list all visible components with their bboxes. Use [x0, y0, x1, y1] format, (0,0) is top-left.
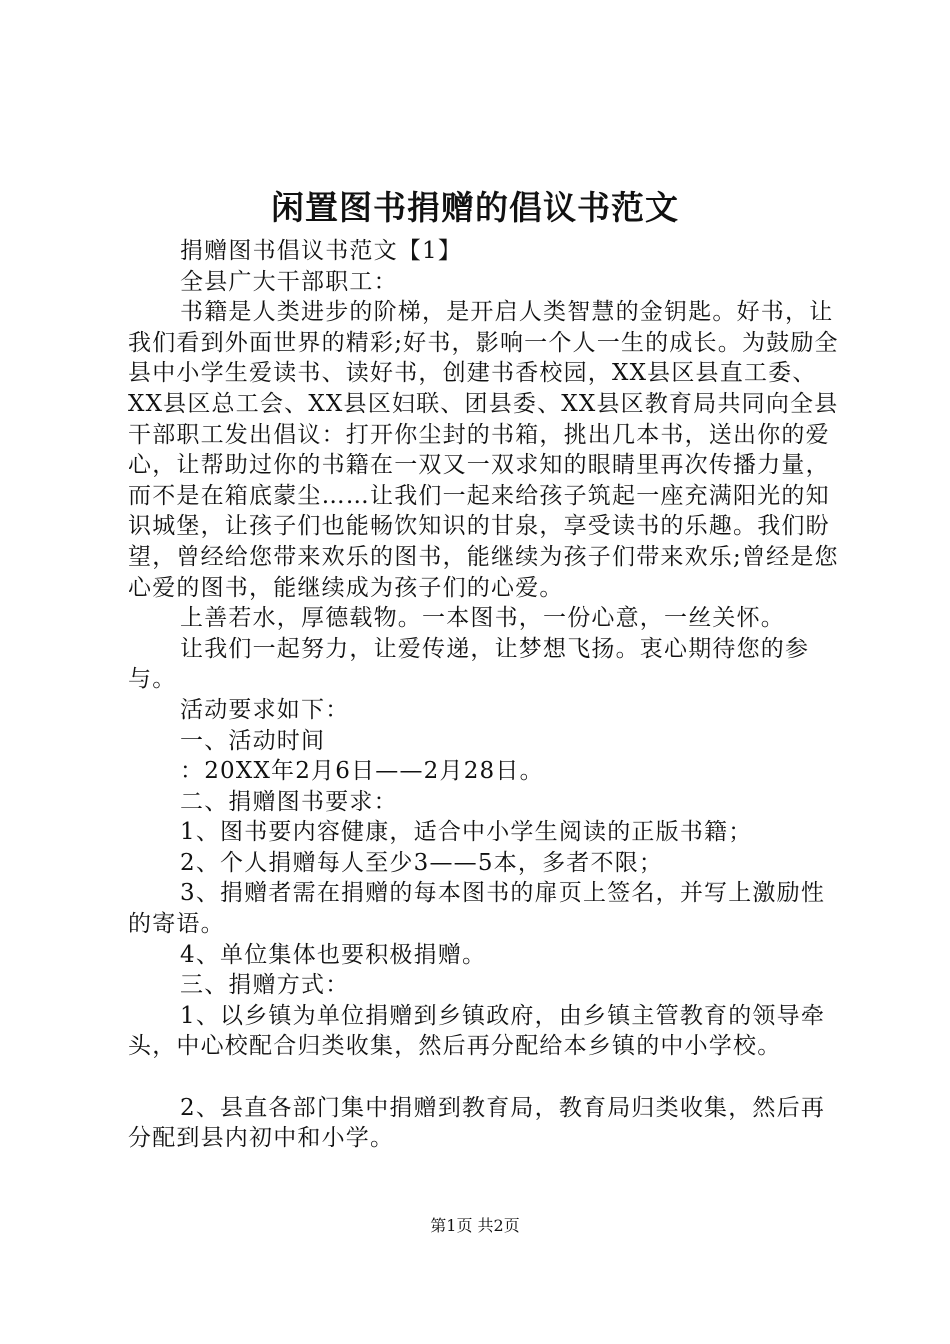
list-heading: 三、捐赠方式：	[180, 972, 350, 999]
list-item: 1、以乡镇为单位捐赠到乡镇政府，由乡镇主管教育的领导牵头，中心校配合归类收集，然后再分配给本乡镇的中小学校。	[128, 1002, 826, 1060]
salutation: 全县广大干部职工：	[180, 268, 398, 295]
document-title: 闲置图书捐赠的倡议书范文	[271, 188, 679, 227]
section-heading: 捐赠图书倡议书范文【1】	[180, 238, 463, 264]
list-item: 3、捐赠者需在捐赠的每本图书的扉页上签名，并写上激励性的寄语。	[128, 880, 826, 938]
list-item: ：20XX年2月6日——2月28日。	[180, 758, 544, 785]
list-item: 4、单位集体也要积极捐赠。	[180, 941, 487, 968]
list-item: 2、县直各部门集中捐赠到教育局，教育局归类收集，然后再分配到县内初中和小学。	[128, 1094, 826, 1152]
body-paragraph: 上善若水，厚德载物。一本图书，一份心意，一丝关怀。	[180, 605, 785, 632]
list-heading: 一、活动时间	[180, 727, 326, 754]
body-paragraph: 让我们一起努力，让爱传递，让梦想飞扬。衷心期待您的参与。	[128, 635, 810, 693]
body-paragraph: 书籍是人类进步的阶梯，是开启人类智慧的金钥匙。好书，让我们看到外面世界的精彩;好书，影响一个人一生的成长。为鼓励全县中小学生爱读书、读好书，创建书香校园，XX县区县直工委、XX县区总工会、XX县区妇联、团县委、XX县区教育局共同向全县干部职工发出倡议：打开你尘封的书箱，挑出几本书，送出你的爱心，让帮助过你的书籍在一双又一双求知的眼睛里再次传播力量，而不是在箱底蒙尘……让我们一起来给孩子筑起一座充满阳光的知识城堡，让孩子们也能畅饮知识的甘泉，享受读书的乐趣。我们盼望，曾经给您带来欢乐的图书，能继续为孩子们带来欢乐;曾经是您心爱的图书，能继续成为孩子们的心爱。	[128, 299, 839, 601]
page-number: 第1页 共2页	[430, 1216, 520, 1235]
list-item: 2、个人捐赠每人至少3——5本，多者不限；	[180, 849, 664, 876]
paragraph-spacer	[128, 1062, 843, 1093]
list-item: 1、图书要内容健康，适合中小学生阅读的正版书籍；	[180, 819, 753, 846]
document-body	[128, 236, 843, 1154]
list-heading: 二、捐赠图书要求：	[180, 788, 398, 815]
list-intro: 活动要求如下：	[180, 696, 350, 723]
